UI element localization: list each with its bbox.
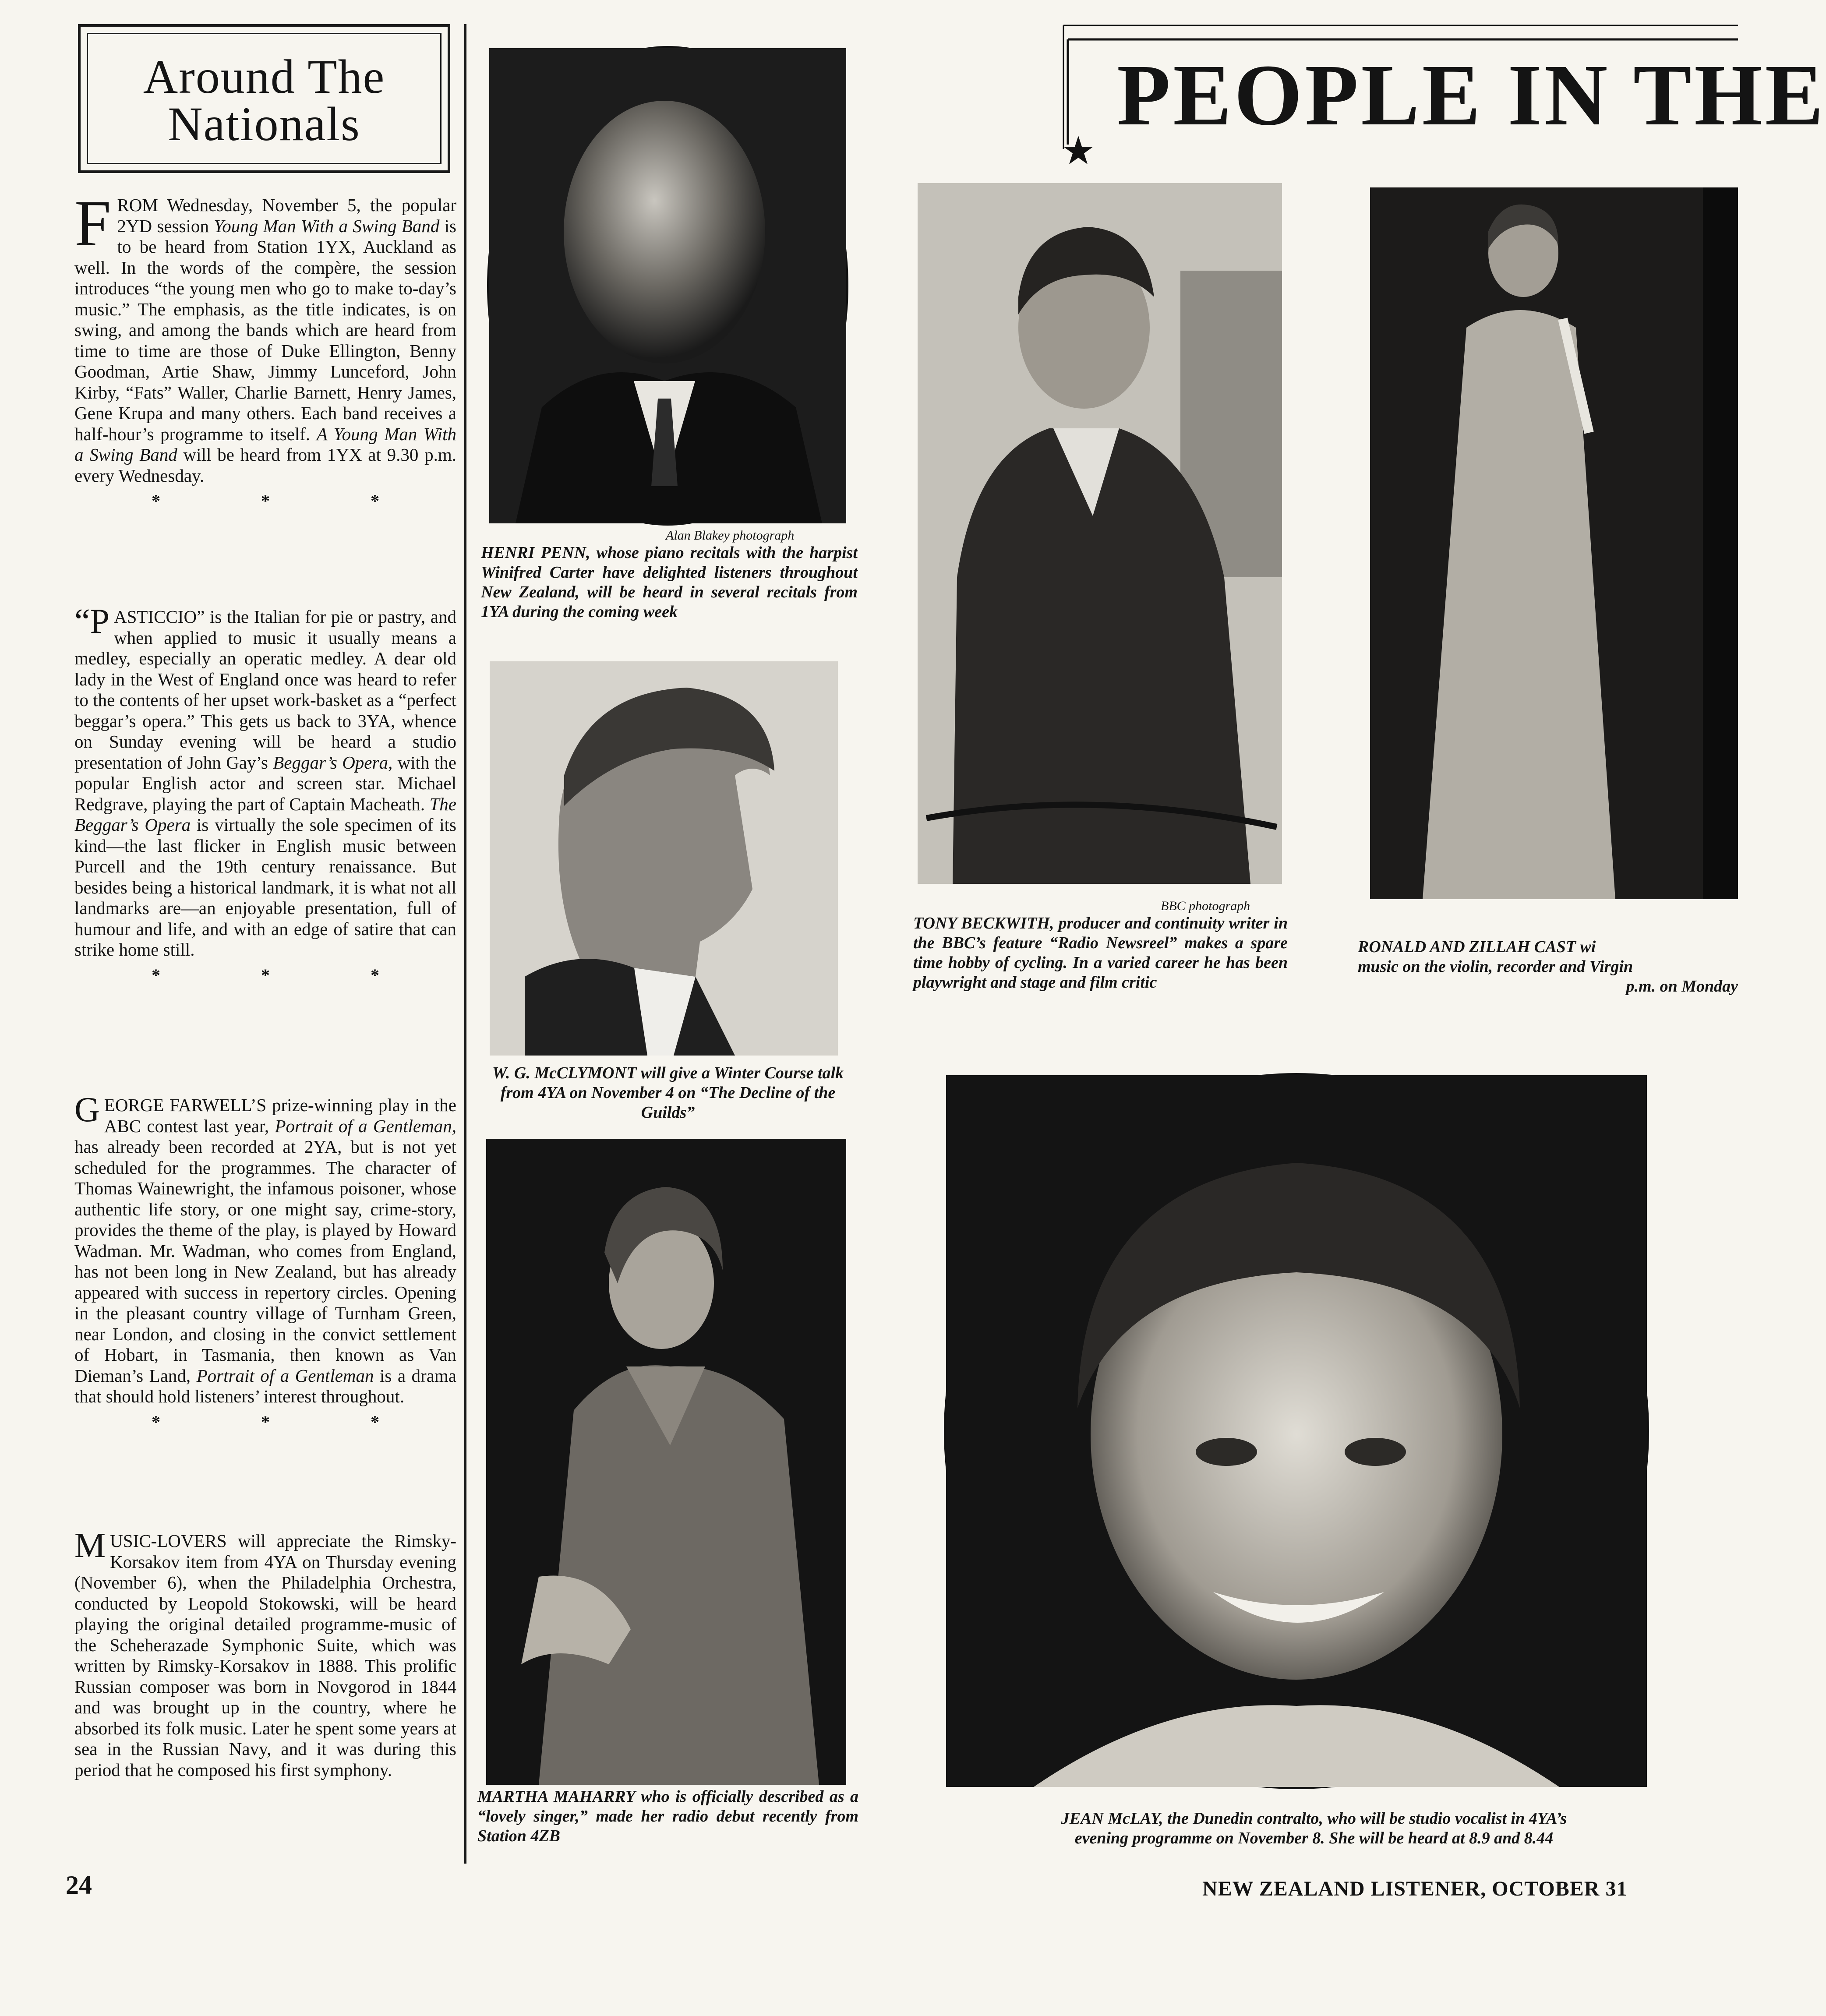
page-number: 24 xyxy=(66,1871,92,1899)
article-text: USIC-LOVERS will appreciate the Rimsky-Korsakov item from 4YA on Thursday evening (November 6), when the Philadelphia Orchestra, conducted by Leopold Stokowski, will be heard playing the original detailed programme-music of the Scheherazade Symphonic Suite, which was written by Rimsky-Korsakov in 1888. This prolific Russian composer was born in Novgorod in 1844 and was brought up in the country, where he absorbed its folk music. Later he spent some years at sea in the Russian Navy, and it was during this period that he composed his first symphony. xyxy=(74,1531,456,1780)
dropcap: G xyxy=(74,1091,100,1129)
portrait-smiling-woman xyxy=(946,1075,1647,1787)
article-rimsky-korsakov xyxy=(74,1526,456,1780)
footer-masthead: NEW ZEALAND LISTENER, OCTOBER 31 xyxy=(1202,1877,1628,1900)
portrait-profile xyxy=(490,661,838,1056)
article-pasticcio xyxy=(74,602,457,990)
caption-martha-maharry: MARTHA MAHARRY who is officially described as a “lovely singer,” made her radio debut recently from Station 4ZB xyxy=(477,1787,858,1845)
separator-stars: * * * xyxy=(152,1412,427,1432)
caption-jean-mclay: JEAN McLAY, the Dunedin contralto, who will be studio vocalist in 4YA’s evening programme on November 8. She will be heard at 8.9 and 8.44 xyxy=(1061,1809,1567,1847)
caption-w-g-mcclymont: W. G. McCLYMONT will give a Winter Course talk from 4YA on November 4 on “The Decline of the Guilds” xyxy=(492,1064,844,1122)
photo-w-g-mcclymont xyxy=(490,661,838,1056)
photo-tony-beckwith xyxy=(918,183,1282,884)
article-young-man-swing-band xyxy=(74,187,456,516)
article-text: EORGE FARWELL’S prize-winning play in the ABC contest last year, Portrait of a Gentleman, has already been recorded at 2YA, but is not yet scheduled for the programmes. The character of Thomas Wainewright, the infamous poisoner, whose authentic life story, or one might say, crime-story, provides the theme of the play, is played by Howard Wadman. Mr. Wadman, who comes from England, has not been long in New Zealand, but has already appeared with success in repertory circles. Opening in the pleasant country village of Turnham Green, near London, and closing in the convict settlement of Hobart, in Tasmania, then known as Van Dieman’s Land, Portrait of a Gentleman is a drama that should hold listeners’ interest throughout. xyxy=(74,1095,456,1406)
caption-ronald-zillah-castle: RONALD AND ZILLAH CAST wi music on the violin, recorder and Virgin p.m. on Monday xyxy=(1358,938,1738,996)
article-portrait-of-a-gentleman xyxy=(74,1091,456,1437)
caption-henri-penn: HENRI PENN, whose piano recitals with the harpist Winifred Carter have delighted listeners throughout New Zealand, will be heard in several recitals from 1YA during the coming week xyxy=(481,544,858,621)
dropcap: M xyxy=(74,1526,106,1565)
page-title: PEOPLE IN THE xyxy=(1117,47,1826,144)
portrait-silhouette xyxy=(489,48,846,523)
article-text: ROM Wednesday, November 5, the popular 2YD session Young Man With a Swing Band is to be heard from Station 1YX, Auckland as well. In the words of the compère, the session introduces “the young men who go to make to-day’s music.” The emphasis, as the title indicates, is on swing, and among the bands which are heard from time to time are those of Duke Ellington, Benny Goodman, Artie Shaw, Jimmy Lunceford, John Kirby, “Fats” Waller, Charlie Barnett, Henry James, Gene Krupa and many others. Each band receives a half-hour’s programme to itself. A Young Man With a Swing Band will be heard from 1YX at 9.30 p.m. every Wednesday. xyxy=(74,195,456,486)
column-header-box xyxy=(78,24,450,173)
portrait-seated-woman xyxy=(486,1139,846,1785)
portrait-woman-with-recorder xyxy=(1370,187,1738,899)
separator-stars: * * * xyxy=(152,965,427,985)
photo-henri-penn xyxy=(487,46,848,526)
photo-jean-mclay xyxy=(944,1073,1649,1789)
portrait-man-cycling xyxy=(918,183,1282,884)
caption-tony-beckwith: TONY BECKWITH, producer and continuity writer in the BBC’s feature “Radio Newsreel” makes a spare time hobby of cycling. In a varied career he has been playwright and stage and film critic xyxy=(913,914,1288,992)
article-text: ASTICCIO” is the Italian for pie or pastry, and when applied to music it usually means a medley, especially an operatic medley. A dear old lady in the West of England once was heard to refer to the contents of her upset work-basket as a “perfect beggar’s opera.” This gets us back to 3YA, whence on Sunday evening will be heard a studio presentation of John Gay’s Beggar’s Opera, with the popular English actor and screen star. Michael Redgrave, playing the part of Captain Macheath. The Beggar’s Opera is virtually the sole specimen of its kind—the last flicker in English music between Purcell and the 19th century renaissance. But besides being a historical landmark, it is what not all landmarks are—an enjoyable presentation, full of humour and life, and with an edge of satire that can strike home still. xyxy=(74,607,457,960)
dropcap: F xyxy=(74,187,111,260)
separator-stars: * * * xyxy=(152,491,427,511)
photo-credit-beckwith: BBC photograph xyxy=(1161,899,1250,913)
column-rule xyxy=(464,24,466,1864)
dropcap: “P xyxy=(74,602,109,641)
column-title: Around The Nationals xyxy=(143,50,385,151)
photo-martha-maharry xyxy=(486,1139,846,1785)
photo-credit-penn: Alan Blakey photograph xyxy=(666,528,795,543)
photo-ronald-zillah-castle xyxy=(1370,187,1738,899)
